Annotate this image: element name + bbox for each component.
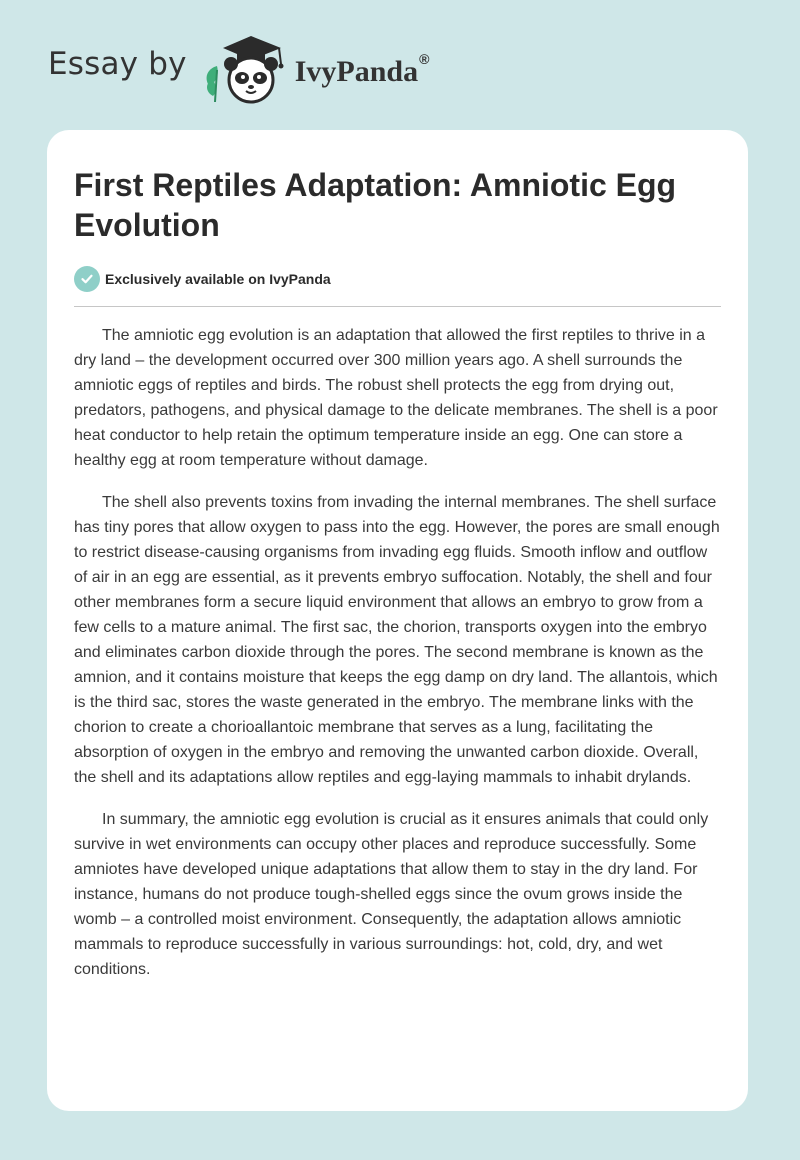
exclusive-badge	[74, 266, 721, 292]
panda-graduate-logo-icon	[201, 30, 291, 110]
essay-body	[74, 323, 721, 982]
checkmark-circle-icon	[74, 266, 100, 292]
brand-name	[294, 51, 430, 89]
brand-prefix: Essay by	[48, 46, 187, 82]
brand-name-text: IvyPanda	[294, 55, 419, 88]
exclusive-badge-label: Exclusively available on IvyPanda	[105, 271, 331, 287]
paragraph: The shell also prevents toxins from invading the internal membranes. The shell surface has tiny pores that allow oxygen to pass into the egg. However, the pores are small enough to restrict disease-causing organisms from invading egg fluids. Smooth inflow and outflow of air in an egg are essential, as it prevents embryo suffocation. Notably, the shell and four other membranes form a secure liquid environment that allows an embryo to grow from a few cells to a mature animal. The first sac, the chorion, transports oxygen into the embryo and eliminates carbon dioxide through the pores. The second membrane is known as the amnion, and it contains moisture that keeps the egg damp on dry land. The allantois, which is the third sac, stores the waste generated in the embryo. The membrane links with the chorion to create a chorioallantoic membrane that serves as a lung, facilitating the absorption of oxygen in the embryo and removing the unwanted carbon dioxide. Overall, the shell and its adaptations allow reptiles and egg-laying mammals to inhabit drylands.	[74, 494, 720, 786]
brand-header[interactable]	[48, 30, 429, 110]
registered-mark: ®	[419, 51, 430, 67]
paragraph: In summary, the amniotic egg evolution is crucial as it ensures animals that could only survive in wet environments can occupy other places and reproduce successfully. Some amniotes have developed unique adaptations that allow them to stay in the dry land. For instance, humans do not produce tough-shelled eggs since the ovum grows inside the womb – a controlled moist environment. Consequently, the adaptation allows amniotic mammals to reproduce successfully in various surroundings: hot, cold, dry, and wet conditions.	[74, 811, 709, 978]
essay-title: First Reptiles Adaptation: Amniotic Egg Evolution	[74, 167, 677, 243]
essay-card	[47, 130, 748, 1111]
divider	[74, 306, 721, 307]
paragraph: The amniotic egg evolution is an adaptation that allowed the first reptiles to thrive in a dry land – the development occurred over 300 million years ago. A shell surrounds the amniotic eggs of reptiles and birds. The robust shell protects the egg from drying out, predators, pathogens, and physical damage to the delicate membranes. The shell is a poor heat conductor to help retain the optimum temperature inside an egg. One can store a healthy egg at room temperature without damage.	[74, 327, 718, 469]
